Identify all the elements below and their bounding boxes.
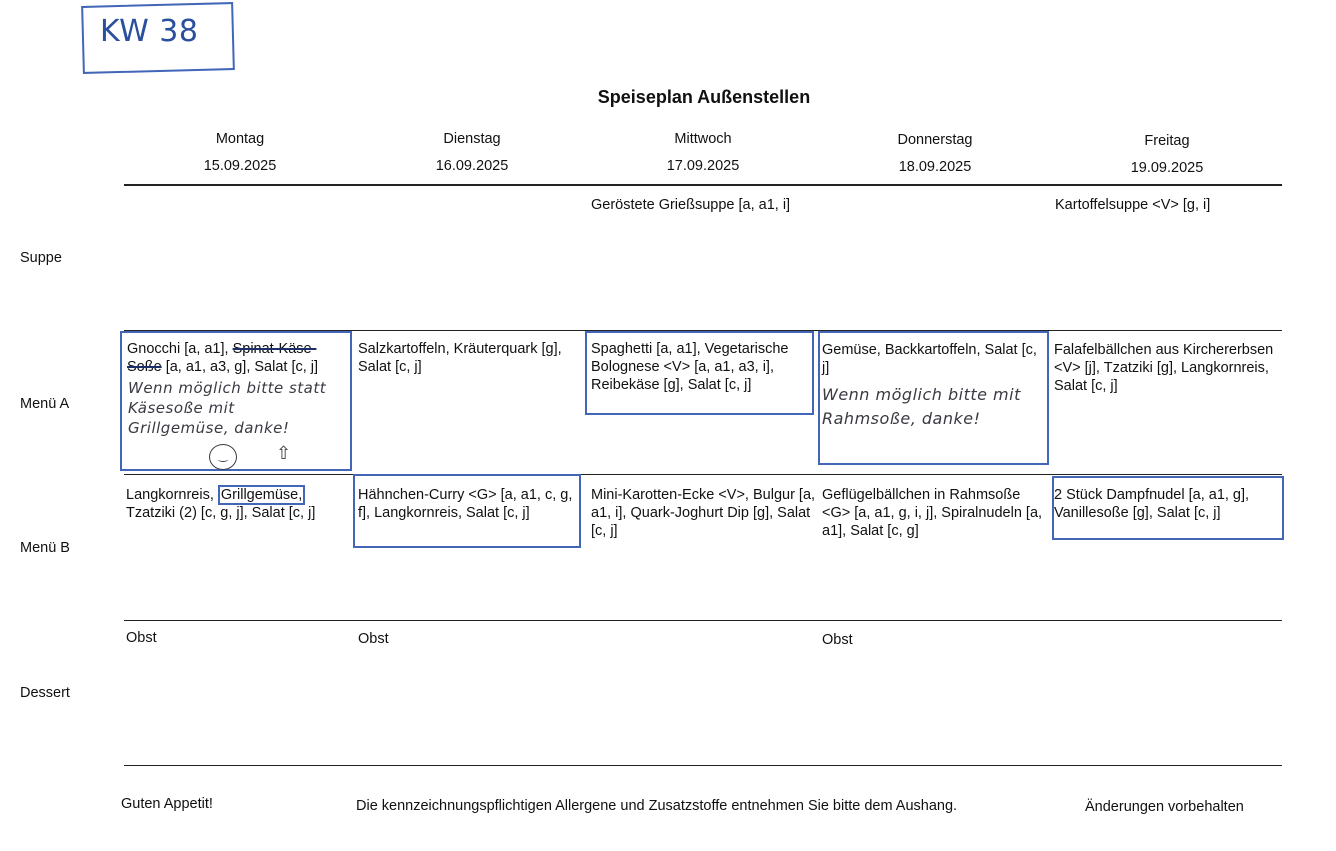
footer-left: Guten Appetit!: [121, 796, 213, 812]
row-label-menu-a: Menü A: [20, 396, 70, 412]
rule-menu-b-bottom: [124, 620, 1282, 621]
date-donnerstag: 18.09.2025: [898, 159, 972, 175]
date-dienstag: 16.09.2025: [435, 158, 509, 174]
day-montag: Montag: [215, 131, 265, 147]
row-label-menu-b: Menü B: [20, 540, 70, 556]
menu-a-donnerstag: Gemüse, Backkartoffeln, Salat [c, j]: [822, 342, 1037, 376]
day-donnerstag: Donnerstag: [897, 132, 973, 148]
header-rule: [124, 184, 1282, 186]
day-dienstag: Dienstag: [443, 131, 501, 147]
date-mittwoch: 17.09.2025: [666, 158, 740, 174]
page-title: Speiseplan Außenstellen: [597, 87, 811, 107]
footer-center: Die kennzeichnungspflichtigen Allergene und Zusatzstoffe entnehmen Sie bitte dem Aushang.: [356, 798, 958, 814]
footer-right: Änderungen vorbehalten: [1085, 799, 1244, 815]
menu-a-dienstag: Salzkartoffeln, Kräuterquark [g], Salat [c, j]: [358, 341, 562, 375]
menu-b-montag-pre: Langkornreis,: [126, 487, 218, 503]
row-label-suppe: Suppe: [20, 250, 62, 266]
menu-b-mittwoch: Mini-Karotten-Ecke <V>, Bulgur [a, a1, i], Quark-Joghurt Dip [g], Salat [c, j]: [591, 487, 816, 539]
menu-a-montag-strike: Spinat-Käse-Soße: [127, 341, 317, 375]
menu-b-montag-box: Grillgemüse,: [218, 485, 305, 505]
menu-a-donnerstag-note: Wenn möglich bitte mit Rahmsoße, danke!: [822, 385, 1021, 428]
suppe-mittwoch: Geröstete Grießsuppe [a, a1, i]: [591, 197, 791, 213]
smiley-icon: ‿: [209, 444, 237, 470]
menu-a-mittwoch: Spaghetti [a, a1], Vegetarische Bolognese <V> [a, a1, a3, i], Reibekäse [g], Salat [c, j]: [591, 341, 789, 393]
menu-b-freitag: 2 Stück Dampfnudel [a, a1, g], Vanillesoße [g], Salat [c, j]: [1054, 487, 1250, 521]
arrow-up-icon: ⇧: [276, 443, 292, 463]
menu-a-montag: [127, 340, 347, 376]
menu-a-freitag: Falafelbällchen aus Kirchererbsen <V> [j], Tzatziki [g], Langkornreis, Salat [c, j]: [1054, 342, 1274, 394]
menu-a-montag-note: Wenn möglich bitte statt Käsesoße mit Grillgemüse, danke!: [128, 379, 327, 437]
date-montag: 15.09.2025: [203, 158, 277, 174]
menu-b-montag-post: Tzatziki (2) [c, g, j], Salat [c, j]: [126, 505, 316, 521]
menu-b-montag: [126, 486, 351, 522]
row-label-dessert: Dessert: [20, 685, 70, 701]
dessert-donnerstag: Obst: [822, 632, 853, 648]
day-freitag: Freitag: [1144, 133, 1190, 149]
menu-b-donnerstag: Geflügelbällchen in Rahmsoße <G> [a, a1, g, i, j], Spiralnudeln [a, a1], Salat [c, g]: [822, 487, 1043, 539]
suppe-freitag: Kartoffelsuppe <V> [g, i]: [1055, 197, 1211, 213]
dessert-dienstag: Obst: [358, 631, 389, 647]
menu-a-montag-post: [a, a1, a3, g], Salat [c, j]: [161, 359, 319, 375]
date-freitag: 19.09.2025: [1130, 160, 1204, 176]
week-stamp: KW 38: [100, 14, 199, 49]
menu-a-montag-pre: Gnocchi [a, a1],: [127, 341, 233, 357]
dessert-montag: Obst: [126, 630, 157, 646]
day-mittwoch: Mittwoch: [674, 131, 732, 147]
rule-dessert-bottom: [124, 765, 1282, 766]
menu-b-dienstag: Hähnchen-Curry <G> [a, a1, c, g, f], Langkornreis, Salat [c, j]: [358, 487, 573, 521]
rule-menu-a-bottom: [124, 474, 1282, 475]
